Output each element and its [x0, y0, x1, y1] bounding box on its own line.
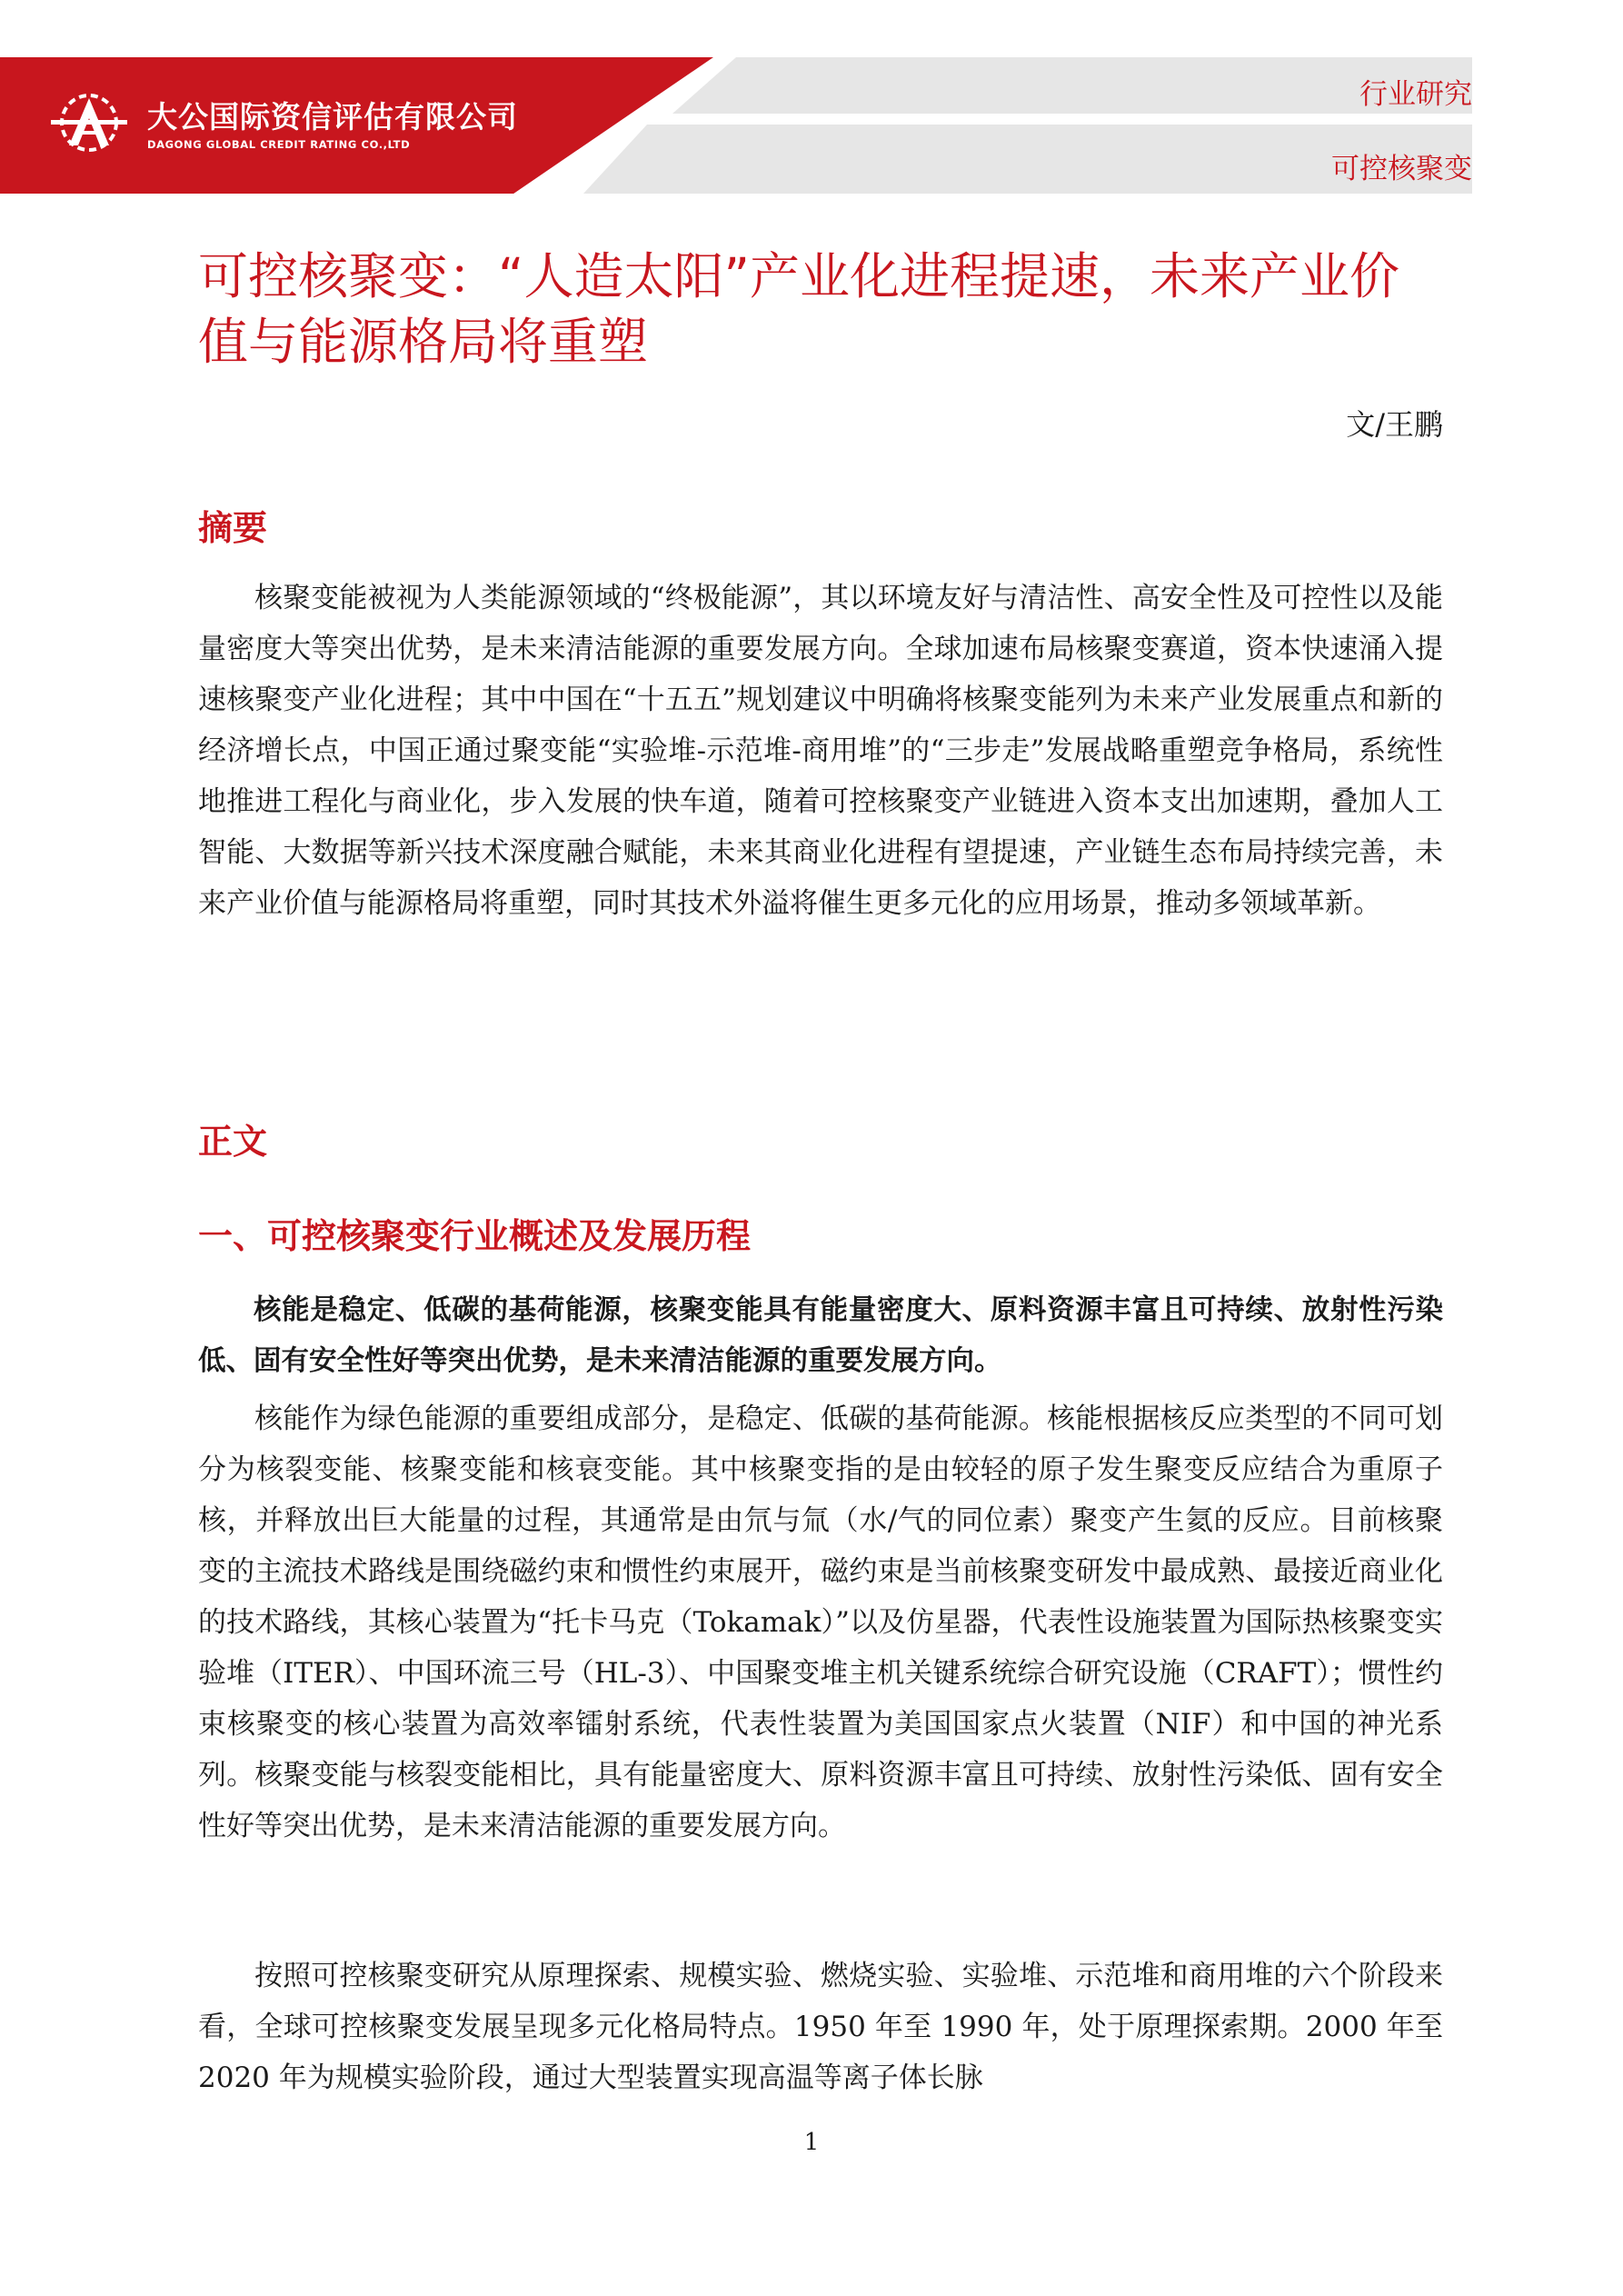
body-heading: 正文	[198, 1122, 268, 1162]
section-heading: 一、可控核聚变行业概述及发展历程	[198, 1216, 752, 1256]
company-name-cn: 大公国际资信评估有限公司	[147, 99, 518, 135]
lead-paragraph: 核能是稳定、低碳的基荷能源，核聚变能具有能量密度大、原料资源丰富且可持续、放射性污染低、固有安全性好等突出优势，是未来清洁能源的重要发展方向。	[198, 1294, 1443, 1377]
page-number: 1	[803, 2129, 820, 2156]
author-byline: 文/王鹏	[1346, 407, 1443, 442]
category-tag: 行业研究	[1359, 78, 1472, 111]
dagong-logo-icon	[47, 91, 131, 155]
company-name-en: DAGONG GLOBAL CREDIT RATING CO.,LTD	[147, 138, 411, 151]
body-paragraph: 核能作为绿色能源的重要组成部分，是稳定、低碳的基荷能源。核能根据核反应类型的不同可划分为核裂变能、核聚变能和核衰变能。其中核聚变指的是由较轻的原子发生聚变反应结合为重原子核，并释放出巨大能量的过程，其通常是由氘与氚（水/气的同位素）聚变产生氦的反应。目前核聚变的主流技术路线是围绕磁约束和惯性约束展开，磁约束是当前核聚变研发中最成熟、最接近商业化的技术路线，其核心装置为“托卡马克（Tokamak）”以及仿星器，代表性设施装置为国际热核聚变实验堆（ITER）、中国环流三号（HL-3）、中国聚变堆主机关键系统综合研究设施（CRAFT）；惯性约束核聚变的核心装置为高效率镭射系统，代表性装置为美国国家点火装置（NIF）和中国的神光系列。核聚变能与核裂变能相比，具有能量密度大、原料资源丰富且可持续、放射性污染低、固有安全性好等突出优势，是未来清洁能源的重要发展方向。	[198, 1403, 1443, 1842]
topic-tag: 可控核聚变	[1331, 153, 1472, 185]
abstract-paragraph: 核聚变能被视为人类能源领域的“终极能源”，其以环境友好与清洁性、高安全性及可控性以及能量密度大等突出优势，是未来清洁能源的重要发展方向。全球加速布局核聚变赛道，资本快速涌入提速核聚变产业化进程；其中中国在“十五五”规划建议中明确将核聚变能列为未来产业发展重点和新的经济增长点，中国正通过聚变能“实验堆-示范堆-商用堆”的“三步走”发展战略重塑竞争格局，系统性地推进工程化与商业化，步入发展的快车道，随着可控核聚变产业链进入资本支出加速期，叠加人工智能、大数据等新兴技术深度融合赋能，未来其商业化进程有望提速，产业链生态布局持续完善，未来产业价值与能源格局将重塑，同时其技术外溢将催生更多元化的应用场景，推动多领域革新。	[198, 582, 1443, 920]
header-gray-band-top	[672, 57, 1472, 114]
body-paragraph: 按照可控核聚变研究从原理探索、规模实验、燃烧实验、实验堆、示范堆和商用堆的六个阶段来看，全球可控核聚变发展呈现多元化格局特点。1950 年至 1990 年，处于原理探索期。2000 年至 2020 年为规模实验阶段，通过大型装置实现高温等离子体长脉	[198, 1960, 1443, 2094]
article-title: 可控核聚变：“人造太阳”产业化进程提速，未来产业价值与能源格局将重塑	[198, 247, 1399, 371]
abstract-heading: 摘要	[198, 508, 268, 548]
